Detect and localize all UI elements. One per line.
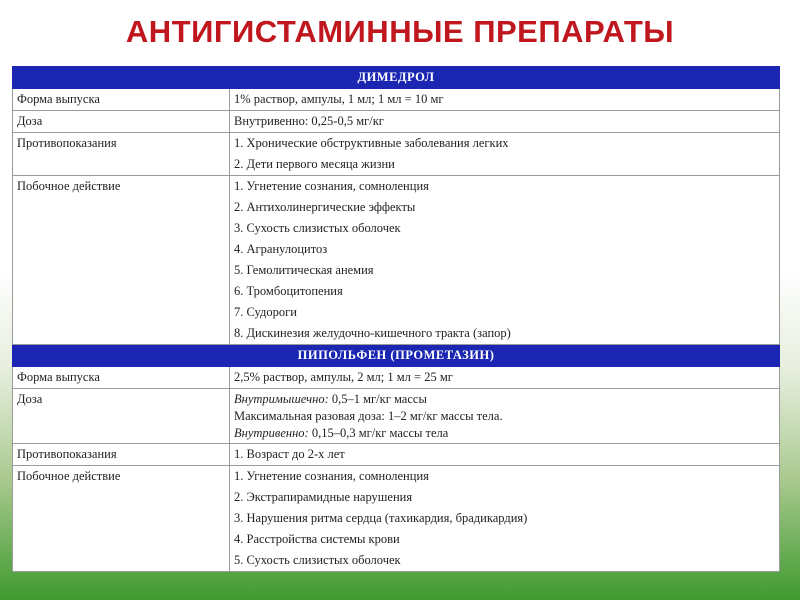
drug1-form-value: 1% раствор, ампулы, 1 мл; 1 мл = 10 мг bbox=[230, 89, 780, 111]
drug2-contra-list bbox=[230, 444, 780, 466]
dose-max-line: Максимальная разовая доза: 1–2 мг/кг массы тела. bbox=[234, 409, 503, 423]
drug2-dose-label: Доза bbox=[13, 389, 230, 444]
drug1-form-row bbox=[13, 89, 780, 111]
drug1-dose-value: Внутривенно: 0,25-0,5 мг/кг bbox=[230, 111, 780, 133]
list-item: 1. Угнетение сознания, сомноленция bbox=[234, 469, 429, 483]
drug1-side-row bbox=[13, 176, 780, 345]
drug1-contra-row bbox=[13, 133, 780, 176]
drug2-dose-row bbox=[13, 389, 780, 444]
dose-im-line bbox=[234, 391, 775, 408]
drug2-side-row bbox=[13, 466, 780, 572]
list-item: 5. Сухость слизистых оболочек bbox=[234, 553, 401, 567]
drug2-side-label: Побочное действие bbox=[13, 466, 230, 572]
drug2-form-label: Форма выпуска bbox=[13, 367, 230, 389]
list-item: 4. Агранулоцитоз bbox=[234, 242, 328, 256]
dose-iv-label: Внутривенно: bbox=[234, 426, 309, 440]
drug2-form-value: 2,5% раствор, ампулы, 2 мл; 1 мл = 25 мг bbox=[230, 367, 780, 389]
list-item: 3. Сухость слизистых оболочек bbox=[234, 221, 401, 235]
drug2-header-row bbox=[13, 345, 780, 367]
dose-iv-value: 0,15–0,3 мг/кг массы тела bbox=[308, 426, 449, 440]
list-item: 2. Дети первого месяца жизни bbox=[234, 157, 395, 171]
page-title: АНТИГИСТАМИННЫЕ ПРЕПАРАТЫ bbox=[125, 14, 675, 49]
drug1-side-label: Побочное действие bbox=[13, 176, 230, 345]
dose-im-label: Внутримышечно: bbox=[234, 392, 329, 406]
drug1-contra-list bbox=[230, 133, 780, 176]
list-item: 6. Тромбоцитопения bbox=[234, 284, 343, 298]
drug1-form-label: Форма выпуска bbox=[13, 89, 230, 111]
drug2-side-list bbox=[230, 466, 780, 572]
list-item: 1. Возраст до 2-х лет bbox=[234, 447, 345, 461]
drug1-side-list bbox=[230, 176, 780, 345]
dose-im-value: 0,5–1 мг/кг массы bbox=[328, 392, 427, 406]
drug2-form-row bbox=[13, 367, 780, 389]
list-item: 3. Нарушения ритма сердца (тахикардия, брадикардия) bbox=[234, 511, 528, 525]
drug2-name: ПИПОЛЬФЕН (ПРОМЕТАЗИН) bbox=[13, 345, 780, 367]
drug1-header-row bbox=[13, 67, 780, 89]
list-item: 1. Угнетение сознания, сомноленция bbox=[234, 179, 429, 193]
list-item: 1. Хронические обструктивные заболевания легких bbox=[234, 136, 509, 150]
list-item: 2. Антихолинергические эффекты bbox=[234, 200, 416, 214]
list-item: 7. Судороги bbox=[234, 305, 297, 319]
dose-iv-line bbox=[234, 425, 775, 442]
drug1-name: ДИМЕДРОЛ bbox=[13, 67, 780, 89]
drug2-contra-row bbox=[13, 444, 780, 466]
drug1-dose-label: Доза bbox=[13, 111, 230, 133]
list-item: 2. Экстрапирамидные нарушения bbox=[234, 490, 413, 504]
drug2-dose-value bbox=[230, 389, 780, 444]
drug1-contra-label: Противопоказания bbox=[13, 133, 230, 176]
drug2-contra-label: Противопоказания bbox=[13, 444, 230, 466]
drug1-dose-row bbox=[13, 111, 780, 133]
list-item: 5. Гемолитическая анемия bbox=[234, 263, 374, 277]
drug-table bbox=[12, 66, 780, 572]
list-item: 8. Дискинезия желудочно-кишечного тракта (запор) bbox=[234, 326, 511, 340]
list-item: 4. Расстройства системы крови bbox=[234, 532, 400, 546]
